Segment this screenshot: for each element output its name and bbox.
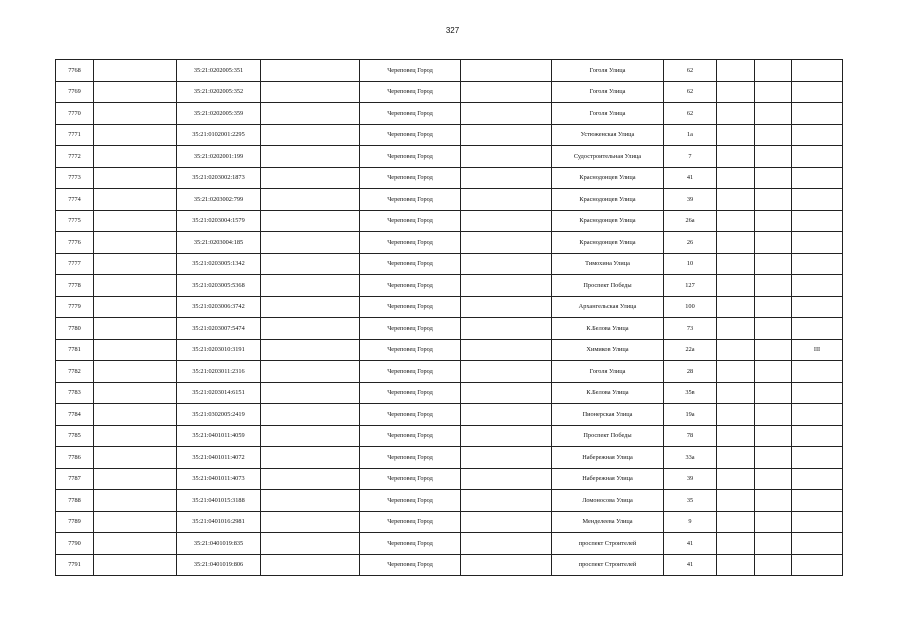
blank-cell [94, 103, 177, 125]
blank-cell [717, 296, 755, 318]
blank-cell [717, 382, 755, 404]
table-row [56, 60, 843, 82]
row-number: 7781 [56, 339, 94, 361]
extra-mark [792, 103, 843, 125]
blank-cell [755, 533, 792, 555]
row-number: 7791 [56, 554, 94, 576]
blank-cell [461, 318, 552, 340]
house-number: 127 [664, 275, 717, 297]
blank-cell [94, 339, 177, 361]
blank-cell [717, 554, 755, 576]
city-name: Череповец Город [360, 189, 461, 211]
house-number: 35в [664, 382, 717, 404]
blank-cell [94, 533, 177, 555]
street-name: Гоголя Улица [552, 103, 664, 125]
blank-cell [717, 146, 755, 168]
city-name: Череповец Город [360, 554, 461, 576]
blank-cell [461, 60, 552, 82]
blank-cell [717, 232, 755, 254]
table-row [56, 232, 843, 254]
blank-cell [261, 339, 360, 361]
table-row [56, 318, 843, 340]
blank-cell [717, 124, 755, 146]
row-number: 7779 [56, 296, 94, 318]
extra-mark [792, 511, 843, 533]
house-number: 1а [664, 124, 717, 146]
blank-cell [261, 253, 360, 275]
house-number: 78 [664, 425, 717, 447]
street-name: Проспект Победы [552, 275, 664, 297]
registry-table [55, 59, 843, 576]
blank-cell [94, 404, 177, 426]
city-name: Череповец Город [360, 253, 461, 275]
city-name: Череповец Город [360, 404, 461, 426]
extra-mark [792, 468, 843, 490]
cadastral-number: 35:21:0203006:3742 [177, 296, 261, 318]
blank-cell [261, 554, 360, 576]
blank-cell [717, 103, 755, 125]
blank-cell [261, 103, 360, 125]
blank-cell [261, 382, 360, 404]
street-name: проспект Строителей [552, 533, 664, 555]
blank-cell [261, 425, 360, 447]
house-number: 28 [664, 361, 717, 383]
blank-cell [461, 404, 552, 426]
cadastral-number: 35:21:0203011:2316 [177, 361, 261, 383]
extra-mark [792, 318, 843, 340]
city-name: Череповец Город [360, 210, 461, 232]
blank-cell [755, 554, 792, 576]
blank-cell [717, 60, 755, 82]
city-name: Череповец Город [360, 511, 461, 533]
extra-mark [792, 253, 843, 275]
table-row [56, 339, 843, 361]
table-row [56, 296, 843, 318]
city-name: Череповец Город [360, 81, 461, 103]
cadastral-number: 35:21:0202005:359 [177, 103, 261, 125]
blank-cell [261, 189, 360, 211]
city-name: Череповец Город [360, 361, 461, 383]
table-row [56, 167, 843, 189]
extra-mark [792, 404, 843, 426]
street-name: Набережная Улица [552, 447, 664, 469]
extra-mark [792, 533, 843, 555]
blank-cell [94, 167, 177, 189]
blank-cell [755, 318, 792, 340]
street-name: К.Белова Улица [552, 318, 664, 340]
row-number: 7772 [56, 146, 94, 168]
blank-cell [261, 296, 360, 318]
blank-cell [94, 511, 177, 533]
house-number: 39 [664, 189, 717, 211]
table-row [56, 382, 843, 404]
cadastral-number: 35:21:0202001:199 [177, 146, 261, 168]
blank-cell [461, 232, 552, 254]
house-number: 62 [664, 103, 717, 125]
row-number: 7787 [56, 468, 94, 490]
blank-cell [461, 275, 552, 297]
row-number: 7780 [56, 318, 94, 340]
blank-cell [261, 275, 360, 297]
blank-cell [755, 490, 792, 512]
street-name: Краснодонцев Улица [552, 167, 664, 189]
row-number: 7769 [56, 81, 94, 103]
blank-cell [261, 124, 360, 146]
extra-mark [792, 554, 843, 576]
cadastral-number: 35:21:0203004:185 [177, 232, 261, 254]
row-number: 7783 [56, 382, 94, 404]
street-name: Набережная Улица [552, 468, 664, 490]
blank-cell [261, 60, 360, 82]
row-number: 7776 [56, 232, 94, 254]
extra-mark [792, 81, 843, 103]
blank-cell [755, 210, 792, 232]
cadastral-number: 35:21:0302005:2419 [177, 404, 261, 426]
blank-cell [755, 511, 792, 533]
blank-cell [461, 533, 552, 555]
blank-cell [94, 210, 177, 232]
blank-cell [94, 468, 177, 490]
blank-cell [717, 167, 755, 189]
extra-mark [792, 189, 843, 211]
table-row [56, 511, 843, 533]
city-name: Череповец Город [360, 318, 461, 340]
blank-cell [755, 382, 792, 404]
row-number: 7785 [56, 425, 94, 447]
extra-mark [792, 167, 843, 189]
blank-cell [717, 275, 755, 297]
house-number: 9 [664, 511, 717, 533]
blank-cell [717, 447, 755, 469]
street-name: Проспект Победы [552, 425, 664, 447]
street-name: проспект Строителей [552, 554, 664, 576]
blank-cell [461, 490, 552, 512]
cadastral-number: 35:21:0203014:6151 [177, 382, 261, 404]
blank-cell [755, 189, 792, 211]
blank-cell [755, 339, 792, 361]
city-name: Череповец Город [360, 339, 461, 361]
table-row [56, 468, 843, 490]
blank-cell [755, 232, 792, 254]
cadastral-number: 35:21:0202005:351 [177, 60, 261, 82]
blank-cell [717, 511, 755, 533]
row-number: 7770 [56, 103, 94, 125]
row-number: 7768 [56, 60, 94, 82]
blank-cell [755, 167, 792, 189]
blank-cell [461, 382, 552, 404]
table-row [56, 124, 843, 146]
blank-cell [261, 146, 360, 168]
extra-mark: III [792, 339, 843, 361]
street-name: Архангельская Улица [552, 296, 664, 318]
row-number: 7786 [56, 447, 94, 469]
blank-cell [461, 425, 552, 447]
house-number: 62 [664, 60, 717, 82]
street-name: Гоголя Улица [552, 361, 664, 383]
blank-cell [94, 60, 177, 82]
extra-mark [792, 124, 843, 146]
table-row [56, 490, 843, 512]
blank-cell [755, 253, 792, 275]
street-name: Ломоносова Улица [552, 490, 664, 512]
extra-mark [792, 490, 843, 512]
house-number: 100 [664, 296, 717, 318]
blank-cell [717, 339, 755, 361]
street-name: К.Белова Улица [552, 382, 664, 404]
blank-cell [717, 189, 755, 211]
house-number: 19а [664, 404, 717, 426]
blank-cell [261, 361, 360, 383]
city-name: Череповец Город [360, 124, 461, 146]
row-number: 7775 [56, 210, 94, 232]
extra-mark [792, 275, 843, 297]
table-row [56, 554, 843, 576]
city-name: Череповец Город [360, 382, 461, 404]
table-row [56, 103, 843, 125]
blank-cell [261, 318, 360, 340]
blank-cell [461, 253, 552, 275]
blank-cell [94, 382, 177, 404]
blank-cell [461, 296, 552, 318]
blank-cell [261, 232, 360, 254]
extra-mark [792, 60, 843, 82]
blank-cell [94, 361, 177, 383]
house-number: 26а [664, 210, 717, 232]
cadastral-number: 35:21:0102001:2295 [177, 124, 261, 146]
city-name: Череповец Город [360, 296, 461, 318]
street-name: Менделеева Улица [552, 511, 664, 533]
house-number: 7 [664, 146, 717, 168]
street-name: Краснодонцев Улица [552, 232, 664, 254]
house-number: 41 [664, 167, 717, 189]
city-name: Череповец Город [360, 146, 461, 168]
blank-cell [461, 146, 552, 168]
blank-cell [261, 447, 360, 469]
house-number: 33а [664, 447, 717, 469]
city-name: Череповец Город [360, 103, 461, 125]
blank-cell [755, 447, 792, 469]
table-row [56, 210, 843, 232]
blank-cell [94, 447, 177, 469]
extra-mark [792, 146, 843, 168]
city-name: Череповец Город [360, 490, 461, 512]
blank-cell [755, 404, 792, 426]
blank-cell [717, 468, 755, 490]
blank-cell [461, 339, 552, 361]
street-name: Гоголя Улица [552, 81, 664, 103]
blank-cell [94, 318, 177, 340]
table-row [56, 425, 843, 447]
row-number: 7790 [56, 533, 94, 555]
street-name: Пионерская Улица [552, 404, 664, 426]
cadastral-number: 35:21:0203005:5368 [177, 275, 261, 297]
blank-cell [461, 81, 552, 103]
blank-cell [94, 124, 177, 146]
blank-cell [94, 81, 177, 103]
blank-cell [94, 425, 177, 447]
page-number: 327 [445, 26, 460, 35]
street-name: Химиков Улица [552, 339, 664, 361]
cadastral-number: 35:21:0203004:1579 [177, 210, 261, 232]
table-row [56, 81, 843, 103]
house-number: 22а [664, 339, 717, 361]
blank-cell [717, 490, 755, 512]
cadastral-number: 35:21:0401011:4059 [177, 425, 261, 447]
blank-cell [94, 296, 177, 318]
blank-cell [755, 103, 792, 125]
blank-cell [755, 468, 792, 490]
cadastral-number: 35:21:0401011:4073 [177, 468, 261, 490]
city-name: Череповец Город [360, 275, 461, 297]
blank-cell [461, 447, 552, 469]
blank-cell [261, 490, 360, 512]
blank-cell [461, 210, 552, 232]
blank-cell [717, 210, 755, 232]
extra-mark [792, 425, 843, 447]
house-number: 62 [664, 81, 717, 103]
cadastral-number: 35:21:0202005:352 [177, 81, 261, 103]
street-name: Тимохина Улица [552, 253, 664, 275]
city-name: Череповец Город [360, 167, 461, 189]
blank-cell [261, 468, 360, 490]
blank-cell [755, 275, 792, 297]
extra-mark [792, 361, 843, 383]
row-number: 7789 [56, 511, 94, 533]
row-number: 7788 [56, 490, 94, 512]
house-number: 41 [664, 533, 717, 555]
blank-cell [261, 404, 360, 426]
blank-cell [755, 124, 792, 146]
city-name: Череповец Город [360, 533, 461, 555]
blank-cell [461, 103, 552, 125]
blank-cell [261, 533, 360, 555]
blank-cell [717, 425, 755, 447]
blank-cell [755, 361, 792, 383]
street-name: Краснодонцев Улица [552, 210, 664, 232]
table-row [56, 533, 843, 555]
cadastral-number: 35:21:0401019:806 [177, 554, 261, 576]
street-name: Судостроительная Улица [552, 146, 664, 168]
blank-cell [755, 296, 792, 318]
blank-cell [717, 361, 755, 383]
house-number: 73 [664, 318, 717, 340]
street-name: Краснодонцев Улица [552, 189, 664, 211]
street-name: Гоголя Улица [552, 60, 664, 82]
table-row [56, 146, 843, 168]
blank-cell [717, 404, 755, 426]
blank-cell [717, 253, 755, 275]
blank-cell [261, 511, 360, 533]
table-row [56, 253, 843, 275]
blank-cell [755, 60, 792, 82]
city-name: Череповец Город [360, 447, 461, 469]
row-number: 7771 [56, 124, 94, 146]
blank-cell [461, 189, 552, 211]
blank-cell [717, 533, 755, 555]
cadastral-number: 35:21:0401016:2981 [177, 511, 261, 533]
blank-cell [261, 167, 360, 189]
blank-cell [94, 146, 177, 168]
blank-cell [461, 554, 552, 576]
city-name: Череповец Город [360, 60, 461, 82]
house-number: 41 [664, 554, 717, 576]
blank-cell [717, 318, 755, 340]
extra-mark [792, 447, 843, 469]
row-number: 7777 [56, 253, 94, 275]
blank-cell [717, 81, 755, 103]
blank-cell [461, 468, 552, 490]
blank-cell [94, 232, 177, 254]
extra-mark [792, 382, 843, 404]
blank-cell [461, 124, 552, 146]
blank-cell [461, 361, 552, 383]
blank-cell [261, 81, 360, 103]
street-name: Устюженская Улица [552, 124, 664, 146]
table-row [56, 189, 843, 211]
blank-cell [94, 275, 177, 297]
table-row [56, 447, 843, 469]
blank-cell [461, 167, 552, 189]
house-number: 26 [664, 232, 717, 254]
cadastral-number: 35:21:0203010:3191 [177, 339, 261, 361]
house-number: 39 [664, 468, 717, 490]
blank-cell [755, 425, 792, 447]
blank-cell [94, 554, 177, 576]
extra-mark [792, 296, 843, 318]
blank-cell [94, 189, 177, 211]
extra-mark [792, 210, 843, 232]
blank-cell [755, 81, 792, 103]
blank-cell [94, 490, 177, 512]
row-number: 7784 [56, 404, 94, 426]
blank-cell [755, 146, 792, 168]
cadastral-number: 35:21:0203002:1873 [177, 167, 261, 189]
house-number: 10 [664, 253, 717, 275]
table-row [56, 275, 843, 297]
row-number: 7782 [56, 361, 94, 383]
row-number: 7778 [56, 275, 94, 297]
house-number: 35 [664, 490, 717, 512]
table-row [56, 361, 843, 383]
city-name: Череповец Город [360, 425, 461, 447]
row-number: 7774 [56, 189, 94, 211]
cadastral-number: 35:21:0401011:4072 [177, 447, 261, 469]
table-row [56, 404, 843, 426]
cadastral-number: 35:21:0203007:5474 [177, 318, 261, 340]
city-name: Череповец Город [360, 232, 461, 254]
blank-cell [261, 210, 360, 232]
blank-cell [461, 511, 552, 533]
cadastral-number: 35:21:0203002:799 [177, 189, 261, 211]
city-name: Череповец Город [360, 468, 461, 490]
cadastral-number: 35:21:0401019:835 [177, 533, 261, 555]
cadastral-number: 35:21:0401015:3188 [177, 490, 261, 512]
extra-mark [792, 232, 843, 254]
row-number: 7773 [56, 167, 94, 189]
cadastral-number: 35:21:0203005:1342 [177, 253, 261, 275]
blank-cell [94, 253, 177, 275]
